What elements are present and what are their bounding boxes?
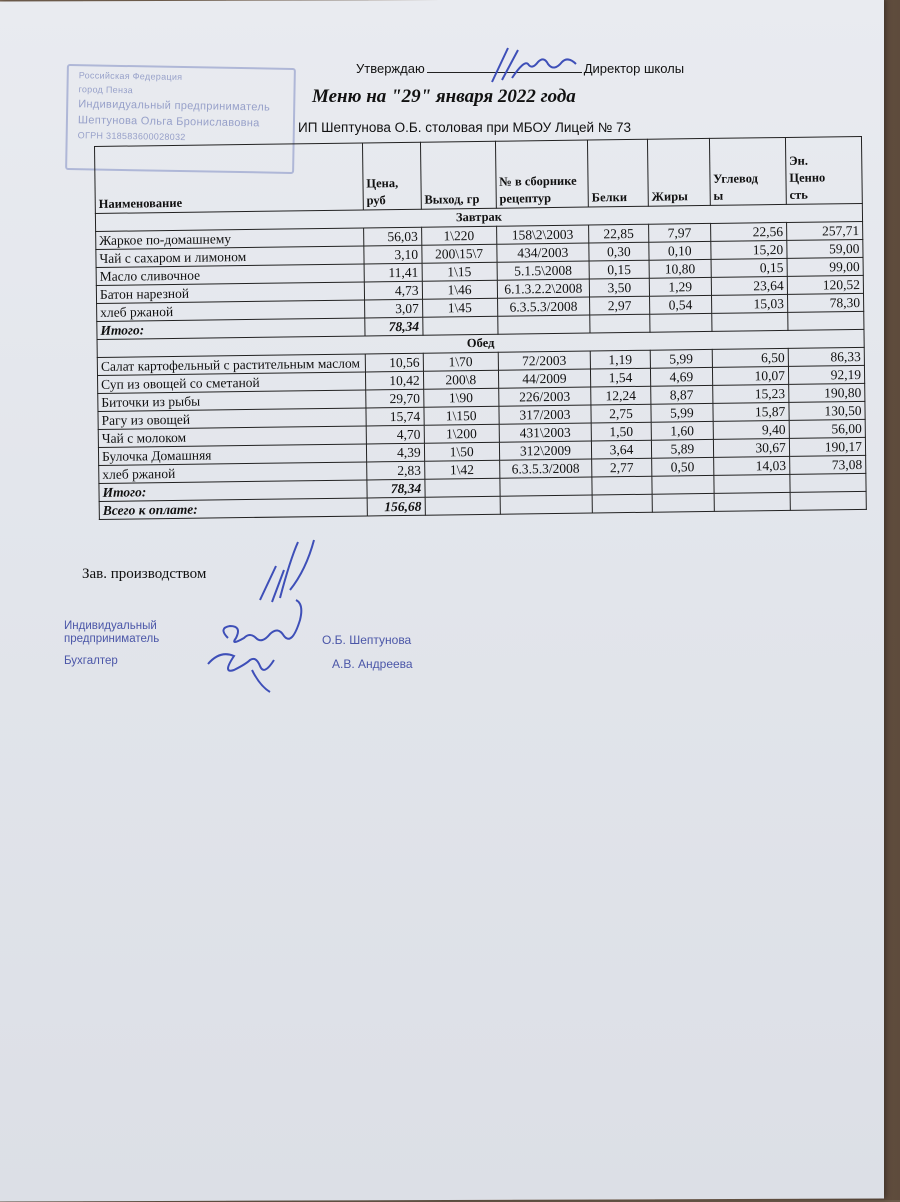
cell-protein: 2,77 <box>592 458 652 477</box>
cell-fat: 5,99 <box>650 349 712 368</box>
cell-name: Рагу из овощей <box>98 408 366 430</box>
cell-recipe: 6.3.5.3/2008 <box>499 459 592 478</box>
col-header-energy: Эн. Ценно сть <box>785 136 862 204</box>
stamp-line: Шептунова Ольга Брониславовна <box>77 114 260 130</box>
stamp-line: ОГРН 318583600028032 <box>77 130 186 143</box>
empty-cell <box>790 473 866 492</box>
cell-recipe: 431\2003 <box>499 423 592 442</box>
cell-name: Салат картофельный с растительным маслом <box>97 354 365 376</box>
total-label: Итого: <box>99 480 367 502</box>
cell-name: Чай с молоком <box>98 426 366 448</box>
cell-carb: 23,64 <box>711 276 787 295</box>
cell-protein: 0,30 <box>589 242 649 261</box>
empty-cell <box>714 492 790 511</box>
approve-label: Утверждаю <box>356 61 425 76</box>
cell-fat: 10,80 <box>649 259 711 278</box>
total-value: 156,68 <box>367 497 425 516</box>
cell-protein: 1,19 <box>590 350 650 369</box>
col-header-recipe: № в сборнике рецептур <box>495 140 588 208</box>
empty-cell <box>652 475 714 494</box>
cell-recipe: 158\2\2003 <box>496 225 589 244</box>
cell-yield: 200\8 <box>423 370 498 389</box>
cell-recipe: 434/2003 <box>497 243 590 262</box>
empty-cell <box>652 493 714 512</box>
cell-price: 2,83 <box>366 461 424 480</box>
cell-protein: 0,15 <box>589 260 649 279</box>
cell-fat: 4,69 <box>650 367 712 386</box>
cell-protein: 22,85 <box>589 224 649 243</box>
empty-cell <box>592 476 652 495</box>
cell-yield: 1\46 <box>422 280 497 299</box>
empty-cell <box>500 495 593 514</box>
cell-energy: 120,52 <box>787 275 863 294</box>
stamp-line: город Пенза <box>78 84 134 96</box>
cell-energy: 99,00 <box>787 257 863 276</box>
cell-protein: 1,54 <box>590 368 650 387</box>
cell-recipe: 6.3.5.3/2008 <box>497 297 590 316</box>
organization-line: ИП Шептунова О.Б. столовая при МБОУ Лицей № 73 <box>298 120 632 135</box>
empty-cell <box>714 474 790 493</box>
cell-energy: 56,00 <box>789 419 865 438</box>
cell-yield: 1\200 <box>424 424 499 443</box>
cell-price: 11,41 <box>364 263 422 282</box>
section-title: Завтрак <box>95 203 862 231</box>
cell-price: 56,03 <box>363 227 421 246</box>
cell-price: 29,70 <box>366 389 424 408</box>
cell-recipe: 44/2009 <box>498 369 591 388</box>
cell-recipe: 312\2009 <box>499 441 592 460</box>
cell-name: Суп из овощей со сметаной <box>98 372 366 394</box>
menu-table <box>94 136 867 520</box>
cell-protein: 12,24 <box>591 386 651 405</box>
cell-name: Масло сливочное <box>96 264 364 286</box>
cell-energy: 78,30 <box>787 293 863 312</box>
table-header-row <box>95 136 863 213</box>
col-header-name: Наименование <box>95 143 364 214</box>
cell-price: 4,39 <box>366 443 424 462</box>
cell-carb: 6,50 <box>712 348 788 367</box>
cell-energy: 190,17 <box>789 437 865 456</box>
col-header-fat: Жиры <box>647 138 710 206</box>
cell-yield: 1\90 <box>423 388 498 407</box>
cell-recipe: 317/2003 <box>499 405 592 424</box>
stamp-line: Индивидуальный предприниматель <box>78 98 271 114</box>
cell-name: Булочка Домашняя <box>98 444 366 466</box>
cell-energy: 257,71 <box>786 221 862 240</box>
cell-protein: 3,50 <box>589 278 649 297</box>
cell-carb: 15,23 <box>712 384 788 403</box>
menu-title: Меню на "29" января 2022 года <box>312 86 576 107</box>
cell-price: 15,74 <box>366 407 424 426</box>
cell-price: 4,73 <box>364 281 422 300</box>
cell-energy: 73,08 <box>789 455 865 474</box>
cell-price: 3,07 <box>364 299 422 318</box>
empty-cell <box>425 478 500 497</box>
cell-carb: 0,15 <box>711 258 787 277</box>
cell-carb: 15,20 <box>711 240 787 259</box>
empty-cell <box>711 312 787 331</box>
total-value: 78,34 <box>367 479 425 498</box>
cell-yield: 1\42 <box>424 460 499 479</box>
empty-cell <box>497 315 590 334</box>
empty-cell <box>590 314 650 333</box>
cell-price: 10,56 <box>365 353 423 372</box>
empty-cell <box>500 477 593 496</box>
empty-cell <box>592 494 652 513</box>
empty-cell <box>790 491 866 510</box>
cell-price: 10,42 <box>365 371 423 390</box>
entrepreneur-label: Индивидуальный предприниматель <box>64 620 160 645</box>
empty-cell <box>788 311 864 330</box>
cell-name: Жаркое по-домашнему <box>96 228 364 250</box>
cell-energy: 86,33 <box>788 347 864 366</box>
cell-price: 3,10 <box>364 245 422 264</box>
cell-carb: 30,67 <box>713 438 789 457</box>
col-header-carb: Углевод ы <box>709 137 786 205</box>
cell-yield: 1\70 <box>423 352 498 371</box>
cell-carb: 15,87 <box>713 402 789 421</box>
cell-fat: 7,97 <box>648 223 710 242</box>
entrepreneur-signature <box>200 590 320 700</box>
cell-recipe: 6.1.3.2.2\2008 <box>497 279 590 298</box>
cell-yield: 1\45 <box>422 298 497 317</box>
col-header-price: Цена, руб <box>362 142 421 210</box>
cell-recipe: 226/2003 <box>498 387 591 406</box>
cell-carb: 10,07 <box>712 366 788 385</box>
cell-name: хлеб ржаной <box>99 462 367 484</box>
total-value: 78,34 <box>365 317 423 336</box>
cell-yield: 1\220 <box>421 226 496 245</box>
production-head-label: Зав. производством <box>82 566 207 582</box>
cell-name: Чай с сахаром и лимоном <box>96 246 364 268</box>
cell-energy: 59,00 <box>787 239 863 258</box>
cell-energy: 190,80 <box>789 383 865 402</box>
cell-protein: 2,97 <box>590 296 650 315</box>
cell-protein: 1,50 <box>591 422 651 441</box>
empty-cell <box>422 316 497 335</box>
col-header-protein: Белки <box>587 139 648 207</box>
cell-carb: 9,40 <box>713 420 789 439</box>
cell-price: 4,70 <box>366 425 424 444</box>
cell-name: хлеб ржаной <box>97 300 365 322</box>
cell-fat: 5,99 <box>651 403 713 422</box>
empty-cell <box>650 313 712 332</box>
director-label: Директор школы <box>583 61 685 76</box>
entrepreneur-name: О.Б. Шептунова <box>322 633 412 647</box>
cell-name: Биточки из рыбы <box>98 390 366 412</box>
accountant-label: Бухгалтер <box>64 655 118 667</box>
cell-carb: 22,56 <box>710 222 786 241</box>
cell-fat: 0,54 <box>649 295 711 314</box>
cell-recipe: 72/2003 <box>498 351 591 370</box>
cell-fat: 8,87 <box>651 385 713 404</box>
cell-protein: 2,75 <box>591 404 651 423</box>
cell-fat: 1,29 <box>649 277 711 296</box>
director-signature <box>478 42 588 92</box>
cell-yield: 200\15\7 <box>421 244 496 263</box>
cell-fat: 1,60 <box>651 421 713 440</box>
cell-yield: 1\150 <box>424 406 499 425</box>
col-header-yield: Выход, гр <box>420 141 496 209</box>
total-label: Всего к оплате: <box>99 498 367 520</box>
cell-yield: 1\15 <box>422 262 497 281</box>
cell-fat: 5,89 <box>651 439 713 458</box>
cell-carb: 14,03 <box>713 456 789 475</box>
cell-protein: 3,64 <box>591 440 651 459</box>
cell-energy: 130,50 <box>789 401 865 420</box>
cell-energy: 92,19 <box>788 365 864 384</box>
cell-recipe: 5.1.5\2008 <box>497 261 590 280</box>
cell-yield: 1\50 <box>424 442 499 461</box>
accountant-name: А.В. Андреева <box>332 657 413 671</box>
total-label: Итого: <box>97 318 365 340</box>
stamp-line: Российская Федерация <box>78 70 183 83</box>
section-title: Обед <box>97 329 864 357</box>
cell-name: Батон нарезной <box>96 282 364 304</box>
cell-carb: 15,03 <box>711 294 787 313</box>
empty-cell <box>425 496 500 515</box>
cell-fat: 0,10 <box>649 241 711 260</box>
cell-fat: 0,50 <box>652 457 714 476</box>
